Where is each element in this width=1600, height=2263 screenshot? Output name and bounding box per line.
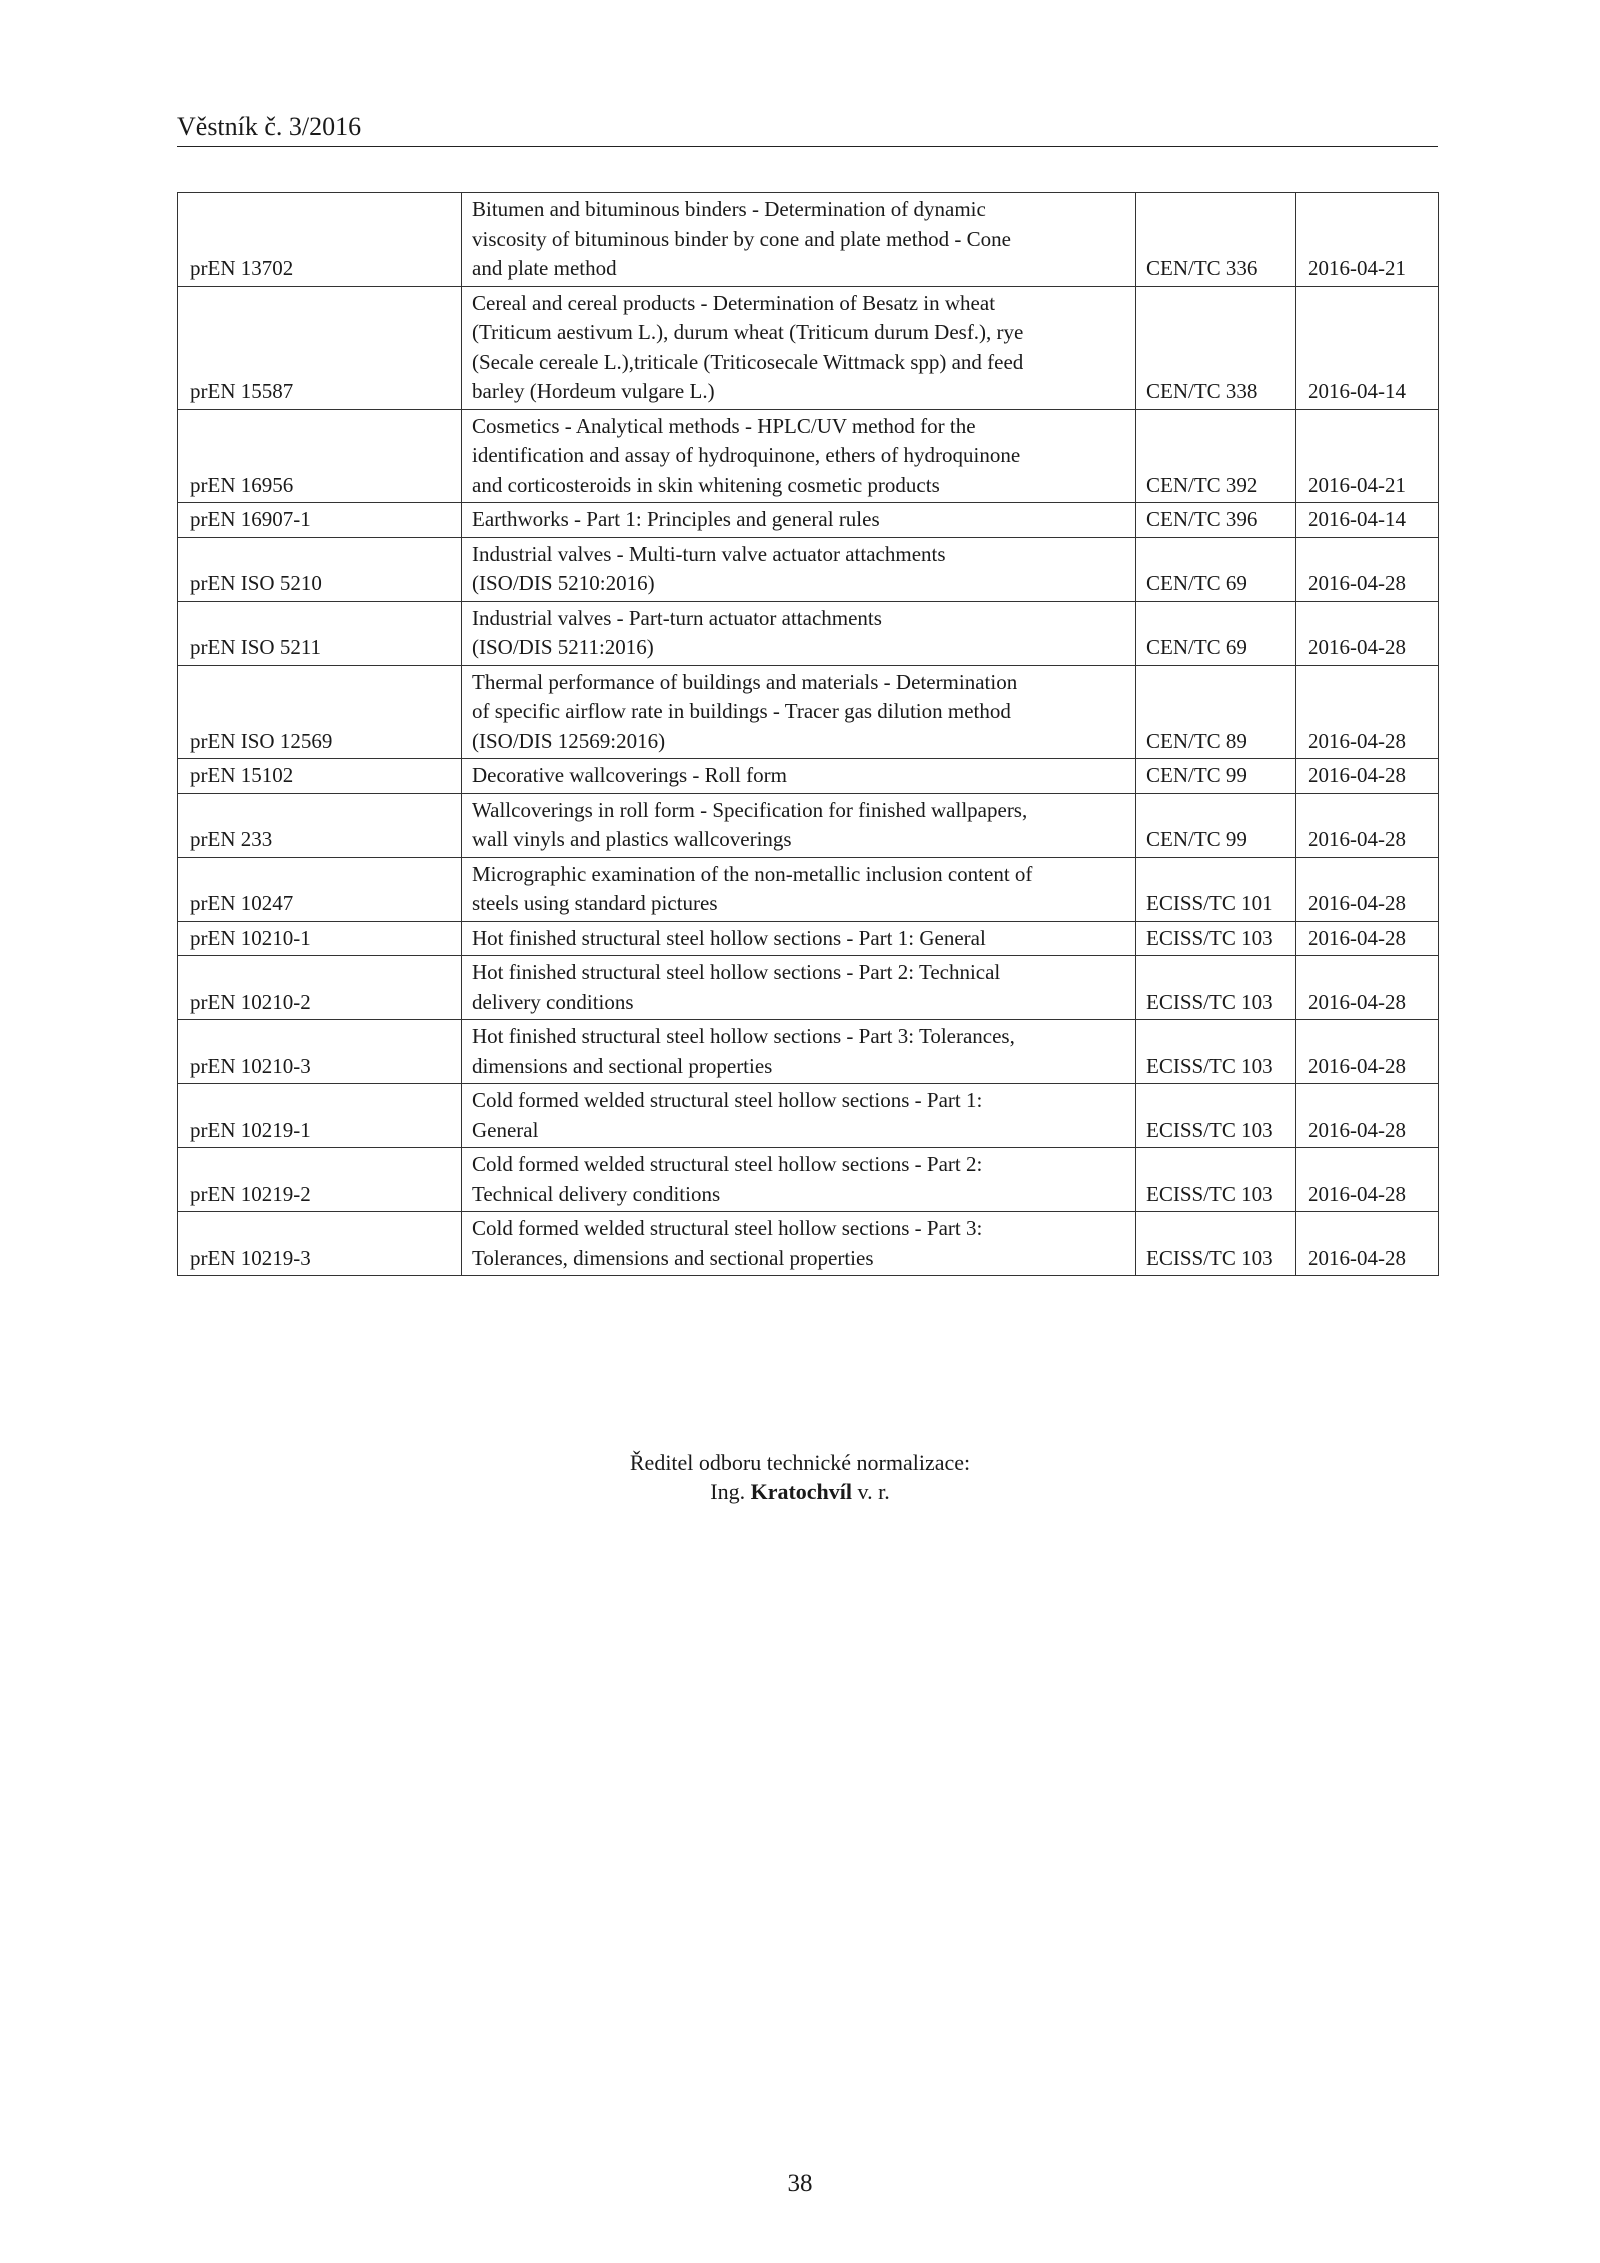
- date-cell: 2016-04-21: [1296, 409, 1439, 503]
- date-cell: 2016-04-21: [1296, 193, 1439, 287]
- date-cell: 2016-04-28: [1296, 956, 1439, 1020]
- technical-committee-cell: ECISS/TC 103: [1136, 921, 1296, 956]
- table-row: [178, 193, 1439, 287]
- date-cell: 2016-04-14: [1296, 286, 1439, 409]
- standard-title-cell: Decorative wallcoverings - Roll form: [462, 759, 1136, 794]
- standard-title-cell: Industrial valves - Multi-turn valve actuator attachments (ISO/DIS 5210:2016): [462, 537, 1136, 601]
- date-cell: 2016-04-28: [1296, 793, 1439, 857]
- standard-title-cell: Cold formed welded structural steel hollow sections - Part 1: General: [462, 1084, 1136, 1148]
- technical-committee-cell: ECISS/TC 103: [1136, 1148, 1296, 1212]
- standard-title-cell: Hot finished structural steel hollow sections - Part 3: Tolerances, dimensions and sectional properties: [462, 1020, 1136, 1084]
- technical-committee-cell: CEN/TC 69: [1136, 537, 1296, 601]
- date-cell: 2016-04-28: [1296, 665, 1439, 759]
- date-cell: 2016-04-28: [1296, 1020, 1439, 1084]
- signature-name: Kratochvíl: [750, 1479, 853, 1504]
- signature-name-line: [0, 1477, 1600, 1506]
- standard-title-cell: Cosmetics - Analytical methods - HPLC/UV method for the identification and assay of hydroquinone, ethers of hydroquinone and corticosteroids in skin whitening cosmetic products: [462, 409, 1136, 503]
- standard-title-cell: Cold formed welded structural steel hollow sections - Part 3: Tolerances, dimensions and sectional properties: [462, 1212, 1136, 1276]
- date-cell: 2016-04-28: [1296, 759, 1439, 794]
- standard-code-cell: prEN ISO 5211: [178, 601, 462, 665]
- date-cell: 2016-04-14: [1296, 503, 1439, 538]
- standard-code-cell: prEN 15102: [178, 759, 462, 794]
- standard-code-cell: prEN 10210-1: [178, 921, 462, 956]
- standard-title-cell: Cold formed welded structural steel hollow sections - Part 2: Technical delivery conditions: [462, 1148, 1136, 1212]
- signature-block: [0, 1448, 1600, 1506]
- page-header: [177, 112, 1438, 147]
- date-cell: 2016-04-28: [1296, 1084, 1439, 1148]
- standard-code-cell: prEN 10219-1: [178, 1084, 462, 1148]
- table-row: [178, 921, 1439, 956]
- standard-code-cell: prEN 10247: [178, 857, 462, 921]
- technical-committee-cell: CEN/TC 396: [1136, 503, 1296, 538]
- standard-code-cell: prEN 13702: [178, 193, 462, 287]
- technical-committee-cell: ECISS/TC 103: [1136, 1212, 1296, 1276]
- date-cell: 2016-04-28: [1296, 921, 1439, 956]
- technical-committee-cell: CEN/TC 392: [1136, 409, 1296, 503]
- technical-committee-cell: ECISS/TC 103: [1136, 956, 1296, 1020]
- standard-code-cell: prEN 10210-3: [178, 1020, 462, 1084]
- standard-code-cell: prEN 10219-2: [178, 1148, 462, 1212]
- table-row: [178, 537, 1439, 601]
- table-row: [178, 1084, 1439, 1148]
- standard-title-cell: Micrographic examination of the non-metallic inclusion content of steels using standard pictures: [462, 857, 1136, 921]
- table-row: [178, 409, 1439, 503]
- standard-code-cell: prEN 10210-2: [178, 956, 462, 1020]
- table-row: [178, 1020, 1439, 1084]
- table-row: [178, 759, 1439, 794]
- technical-committee-cell: CEN/TC 99: [1136, 759, 1296, 794]
- signature-suffix: v. r.: [857, 1479, 890, 1504]
- table-row: [178, 1212, 1439, 1276]
- technical-committee-cell: CEN/TC 89: [1136, 665, 1296, 759]
- standard-code-cell: prEN 233: [178, 793, 462, 857]
- standard-title-cell: Earthworks - Part 1: Principles and general rules: [462, 503, 1136, 538]
- standard-title-cell: Industrial valves - Part-turn actuator attachments (ISO/DIS 5211:2016): [462, 601, 1136, 665]
- technical-committee-cell: CEN/TC 99: [1136, 793, 1296, 857]
- standard-title-cell: Thermal performance of buildings and materials - Determination of specific airflow rate in buildings - Tracer gas dilution method (ISO/DIS 12569:2016): [462, 665, 1136, 759]
- date-cell: 2016-04-28: [1296, 1212, 1439, 1276]
- date-cell: 2016-04-28: [1296, 1148, 1439, 1212]
- standard-title-cell: Cereal and cereal products - Determination of Besatz in wheat (Triticum aestivum L.), durum wheat (Triticum durum Desf.), rye (Secale cereale L.),triticale (Triticosecale Wittmack spp) and feed barley (Hordeum vulgare L.): [462, 286, 1136, 409]
- technical-committee-cell: ECISS/TC 103: [1136, 1084, 1296, 1148]
- standard-code-cell: prEN 16956: [178, 409, 462, 503]
- technical-committee-cell: CEN/TC 69: [1136, 601, 1296, 665]
- table-row: [178, 503, 1439, 538]
- signature-prefix: Ing.: [710, 1479, 746, 1504]
- technical-committee-cell: ECISS/TC 103: [1136, 1020, 1296, 1084]
- standard-code-cell: prEN ISO 5210: [178, 537, 462, 601]
- table-row: [178, 665, 1439, 759]
- bulletin-title: Věstník č. 3/2016: [177, 112, 362, 141]
- table-row: [178, 286, 1439, 409]
- standard-title-cell: Hot finished structural steel hollow sections - Part 2: Technical delivery conditions: [462, 956, 1136, 1020]
- standard-code-cell: prEN 15587: [178, 286, 462, 409]
- date-cell: 2016-04-28: [1296, 537, 1439, 601]
- standard-code-cell: prEN ISO 12569: [178, 665, 462, 759]
- standards-table: [177, 192, 1439, 1276]
- page-number: 38: [787, 2170, 813, 2197]
- table-row: [178, 956, 1439, 1020]
- technical-committee-cell: CEN/TC 336: [1136, 193, 1296, 287]
- date-cell: 2016-04-28: [1296, 857, 1439, 921]
- date-cell: 2016-04-28: [1296, 601, 1439, 665]
- standard-title-cell: Hot finished structural steel hollow sections - Part 1: General: [462, 921, 1136, 956]
- standard-code-cell: prEN 16907-1: [178, 503, 462, 538]
- table-row: [178, 1148, 1439, 1212]
- standard-title-cell: Bitumen and bituminous binders - Determination of dynamic viscosity of bituminous binder by cone and plate method - Cone and plate method: [462, 193, 1136, 287]
- technical-committee-cell: ECISS/TC 101: [1136, 857, 1296, 921]
- table-row: [178, 793, 1439, 857]
- standard-title-cell: Wallcoverings in roll form - Specification for finished wallpapers, wall vinyls and plastics wallcoverings: [462, 793, 1136, 857]
- technical-committee-cell: CEN/TC 338: [1136, 286, 1296, 409]
- signature-title: Ředitel odboru technické normalizace:: [629, 1450, 971, 1475]
- standards-table-body: [178, 193, 1439, 1276]
- table-row: [178, 601, 1439, 665]
- standard-code-cell: prEN 10219-3: [178, 1212, 462, 1276]
- table-row: [178, 857, 1439, 921]
